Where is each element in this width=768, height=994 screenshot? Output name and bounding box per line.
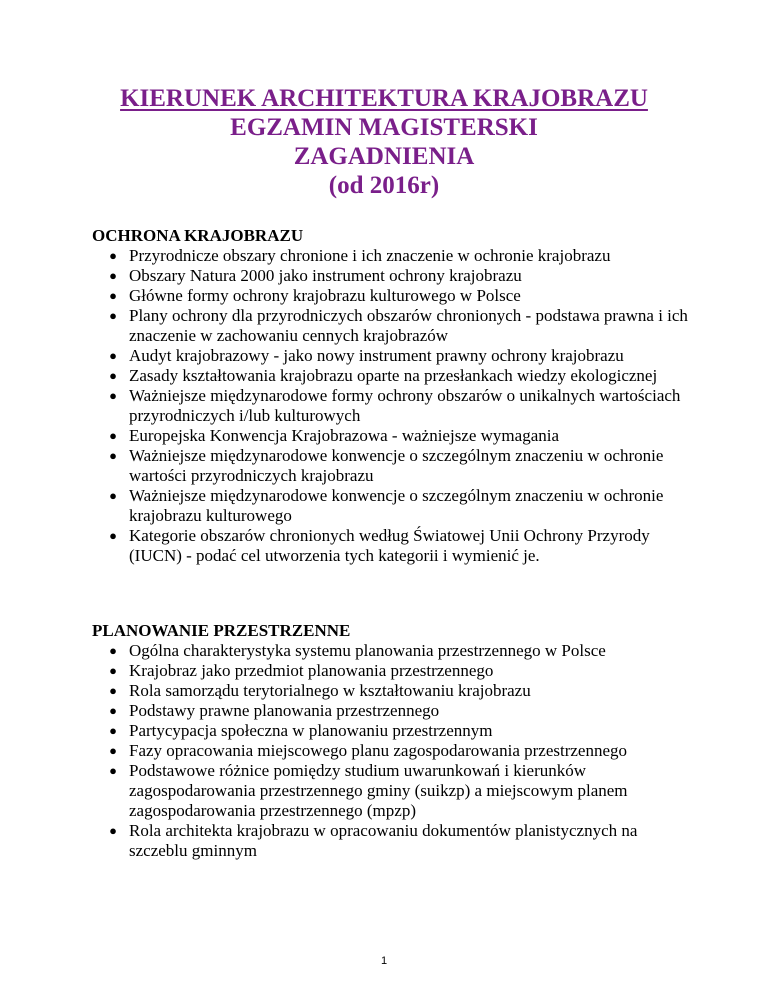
list-item	[92, 761, 692, 821]
list-item-text: Plany ochrony dla przyrodniczych obszarów chronionych - podstawa prawna i ich znaczenie w zachowaniu cennych krajobrazów	[129, 306, 688, 345]
list-item-text: Rola samorządu terytorialnego w kształtowaniu krajobrazu	[129, 681, 531, 700]
list-item	[92, 526, 692, 566]
list-item-text: Kategorie obszarów chronionych według Światowej Unii Ochrony Przyrody (IUCN) - podać cel utworzenia tych kategorii i wymienić je.	[129, 526, 650, 565]
list-item	[92, 306, 692, 346]
bullet-icon: ●	[109, 428, 117, 443]
list-item-text: Fazy opracowania miejscowego planu zagospodarowania przestrzennego	[129, 741, 627, 760]
list-item	[92, 386, 692, 426]
list-item	[92, 346, 692, 366]
section-heading: PLANOWANIE PRZESTRZENNE	[92, 621, 351, 640]
bullet-icon: ●	[109, 348, 117, 363]
bullet-icon: ●	[109, 288, 117, 303]
bullet-icon: ●	[109, 703, 117, 718]
bullet-icon: ●	[109, 743, 117, 758]
list-item-text: Partycypacja społeczna w planowaniu przestrzennym	[129, 721, 493, 740]
topic-list	[92, 641, 692, 861]
list-item-text: Podstawy prawne planowania przestrzennego	[129, 701, 440, 720]
list-item-text: Przyrodnicze obszary chronione i ich znaczenie w ochronie krajobrazu	[129, 246, 611, 265]
bullet-icon: ●	[109, 268, 117, 283]
section-planowanie-przestrzenne	[92, 621, 692, 861]
section-ochrona-krajobrazu	[92, 226, 692, 566]
bullet-icon: ●	[109, 308, 117, 323]
list-item	[92, 366, 692, 386]
bullet-icon: ●	[109, 388, 117, 403]
list-item	[92, 286, 692, 306]
bullet-icon: ●	[109, 368, 117, 383]
page-number: 1	[380, 955, 388, 967]
list-item	[92, 741, 692, 761]
bullet-icon: ●	[109, 488, 117, 503]
document-title	[0, 84, 768, 200]
list-item-text: Ważniejsze międzynarodowe konwencje o szczególnym znaczeniu w ochronie wartości przyrodniczych krajobrazu	[129, 446, 664, 485]
list-item	[92, 446, 692, 486]
list-item	[92, 661, 692, 681]
title-line-2: EGZAMIN MAGISTERSKI	[230, 114, 538, 141]
bullet-icon: ●	[109, 763, 117, 778]
list-item-text: Krajobraz jako przedmiot planowania przestrzennego	[129, 661, 494, 680]
list-item-text: Ważniejsze międzynarodowe formy ochrony obszarów o unikalnych wartościach przyrodniczych i/lub kulturowych	[129, 386, 681, 425]
title-line-3: ZAGADNIENIA	[293, 143, 475, 170]
list-item-text: Rola architekta krajobrazu w opracowaniu dokumentów planistycznych na szczeblu gminnym	[129, 821, 638, 860]
bullet-icon: ●	[109, 683, 117, 698]
bullet-icon: ●	[109, 248, 117, 263]
bullet-icon: ●	[109, 823, 117, 838]
list-item-text: Zasady kształtowania krajobrazu oparte na przesłankach wiedzy ekologicznej	[129, 366, 658, 385]
list-item	[92, 821, 692, 861]
bullet-icon: ●	[109, 723, 117, 738]
list-item-text: Audyt krajobrazowy - jako nowy instrument prawny ochrony krajobrazu	[129, 346, 624, 365]
list-item	[92, 266, 692, 286]
title-line-1: KIERUNEK ARCHITEKTURA KRAJOBRAZU	[120, 85, 648, 112]
bullet-icon: ●	[109, 448, 117, 463]
list-item	[92, 641, 692, 661]
topic-list	[92, 246, 692, 566]
list-item	[92, 486, 692, 526]
bullet-icon: ●	[109, 643, 117, 658]
list-item-text: Główne formy ochrony krajobrazu kulturowego w Polsce	[129, 286, 521, 305]
list-item-text: Ważniejsze międzynarodowe konwencje o szczególnym znaczeniu w ochronie krajobrazu kulturowego	[129, 486, 664, 525]
list-item-text: Ogólna charakterystyka systemu planowania przestrzennego w Polsce	[129, 641, 606, 660]
title-line-4: (od 2016r)	[328, 172, 440, 199]
bullet-icon: ●	[109, 663, 117, 678]
list-item	[92, 426, 692, 446]
list-item	[92, 721, 692, 741]
list-item	[92, 246, 692, 266]
bullet-icon: ●	[109, 528, 117, 543]
list-item-text: Europejska Konwencja Krajobrazowa - ważniejsze wymagania	[129, 426, 560, 445]
list-item	[92, 681, 692, 701]
list-item-text: Obszary Natura 2000 jako instrument ochrony krajobrazu	[129, 266, 522, 285]
list-item	[92, 701, 692, 721]
section-heading: OCHRONA KRAJOBRAZU	[92, 226, 304, 245]
list-item-text: Podstawowe różnice pomiędzy studium uwarunkowań i kierunków zagospodarowania przestrzennego gminy (suikzp) a miejscowym planem zagospodarowania przestrzennego (mpzp)	[129, 761, 628, 820]
